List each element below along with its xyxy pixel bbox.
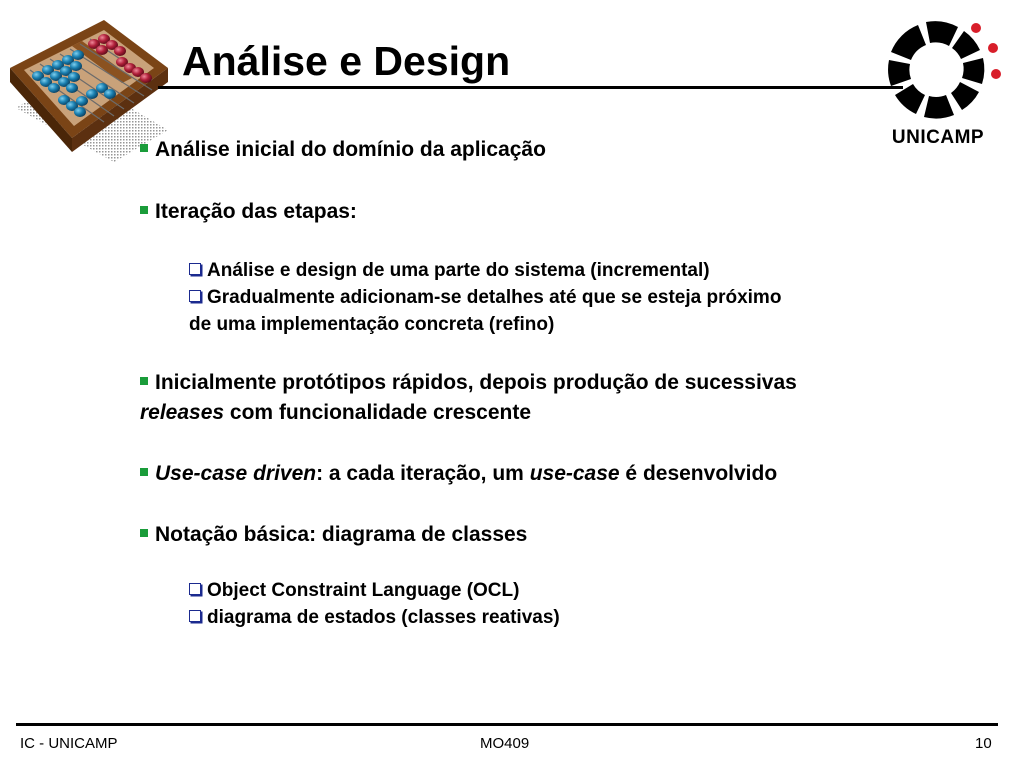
bullet-analise-inicial <box>140 135 546 165</box>
checkbox-bullet-icon <box>189 610 201 622</box>
use-case-term: use-case <box>529 462 620 485</box>
bullet-text: Inicialmente protótipos rápidos, depois produção de sucessivas <box>155 371 797 394</box>
sub-bullet-text: Gradualmente adicionam-se detalhes até que se esteja próximo <box>207 287 782 308</box>
bullet-text: é desenvolvido <box>619 462 778 485</box>
bullet-iteracao <box>140 197 357 227</box>
bullet-text: Notação básica: diagrama de classes <box>155 523 528 546</box>
logo-wordmark: UNICAMP <box>891 127 985 148</box>
sub-bullet-ocl <box>189 577 519 604</box>
bullet-use-case-driven <box>140 459 777 489</box>
releases-term: releases <box>140 401 225 424</box>
bullet-prototipos-continued <box>140 398 531 428</box>
sub-bullet-text: Object Constraint Language (OCL) <box>207 580 520 601</box>
footer-course-code: MO409 <box>480 735 530 752</box>
footer-rule <box>16 723 998 726</box>
square-bullet-icon <box>140 144 148 152</box>
checkbox-bullet-icon <box>189 583 201 595</box>
use-case-driven-term: Use-case driven <box>155 462 317 485</box>
square-bullet-icon <box>140 206 148 214</box>
page-number: 10 <box>975 735 992 752</box>
bullet-prototipos <box>140 368 797 398</box>
checkbox-bullet-icon <box>189 290 201 302</box>
bullet-text: Análise inicial do domínio da aplicação <box>155 138 546 161</box>
title-underline <box>158 86 903 89</box>
square-bullet-icon <box>140 529 148 537</box>
bullet-text: com funcionalidade crescente <box>224 401 532 424</box>
square-bullet-icon <box>140 468 148 476</box>
sub-bullet-estados <box>189 604 560 631</box>
slide-title: Análise e Design <box>182 38 511 84</box>
bullet-text: : a cada iteração, um <box>316 462 530 485</box>
bullet-notacao <box>140 520 527 550</box>
square-bullet-icon <box>140 377 148 385</box>
sub-bullet-refino <box>189 284 781 311</box>
sub-bullet-refino-continued: de uma implementação concreta (refino) <box>189 314 555 335</box>
bullet-text: Iteração das etapas: <box>155 200 357 223</box>
sub-bullet-text: diagrama de estados (classes reativas) <box>207 607 560 628</box>
checkbox-bullet-icon <box>189 263 201 275</box>
sub-bullet-text: Análise e design de uma parte do sistema (incremental) <box>207 260 710 281</box>
footer-left: IC - UNICAMP <box>20 735 118 752</box>
sub-bullet-incremental <box>189 257 710 284</box>
